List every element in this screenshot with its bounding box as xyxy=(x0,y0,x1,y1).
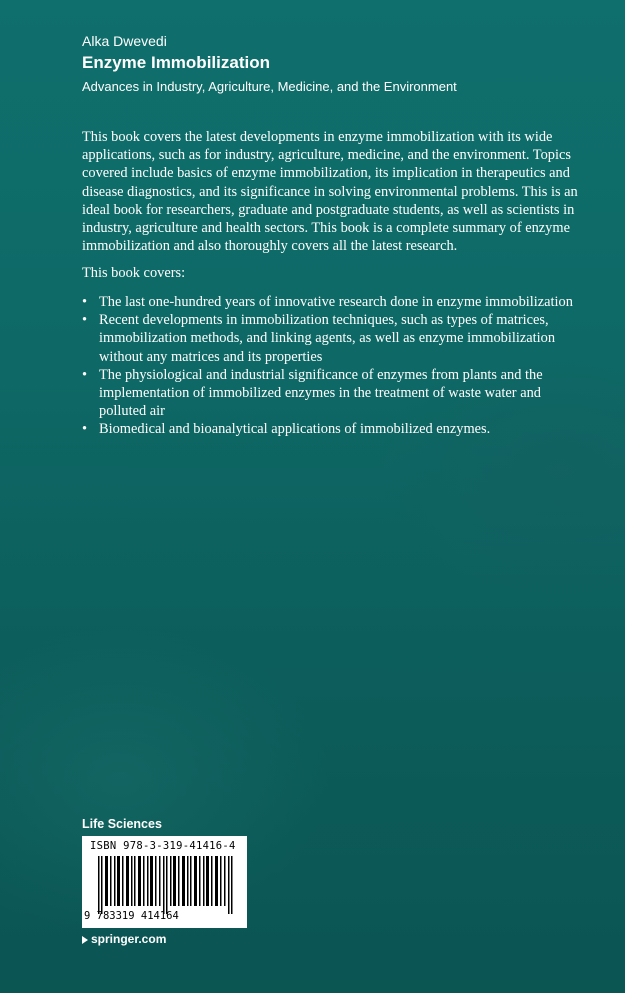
topic-line: immobilization methods, and linking agents, as well as enzyme immobilization xyxy=(99,330,556,347)
isbn-barcode xyxy=(82,836,247,928)
bullet-icon: • xyxy=(82,294,88,310)
arrow-right-icon xyxy=(82,936,88,944)
bullet-icon: • xyxy=(82,421,88,438)
publisher-link-text: springer.com xyxy=(91,932,167,946)
publisher-link[interactable] xyxy=(82,932,166,946)
topic-item xyxy=(82,366,582,421)
description-line: applications, such as for industry, agriculture, medicine, and the environment. Topics xyxy=(82,147,571,164)
book-subtitle: Advances in Industry, Agriculture, Medicine, and the Environment xyxy=(82,79,457,94)
description-line: disease diagnostics, and its significance in solving environmental problems. This is an xyxy=(82,183,578,200)
bullet-icon: • xyxy=(82,312,88,329)
covers-intro: This book covers: xyxy=(82,265,186,281)
topic-line: Recent developments in immobilization techniques, such as types of matrices, xyxy=(99,312,549,329)
barcode-digits: 9 783319 414164 xyxy=(84,910,179,922)
description-line: covered include basics of enzyme immobilization, its implication in therapeutics and xyxy=(82,165,570,182)
description-line: This book covers the latest developments in enzyme immobilization with its wide xyxy=(82,129,553,145)
topic-item xyxy=(82,311,582,366)
topic-line: without any matrices and its properties xyxy=(99,348,323,365)
topics-list xyxy=(82,293,582,439)
topic-line: implementation of immobilized enzymes in the treatment of waste water and xyxy=(99,385,541,402)
topic-item xyxy=(82,293,582,311)
topic-line: The last one-hundred years of innovative research done in enzyme immobilization xyxy=(99,294,573,310)
description-line: ideal book for researchers, graduate and postgraduate students, as well as scientists in xyxy=(82,201,575,218)
topic-line: Biomedical and bioanalytical applications of immobilized enzymes. xyxy=(99,421,491,438)
author-name: Alka Dwevedi xyxy=(82,33,167,49)
isbn-number: ISBN 978-3-319-41416-4 xyxy=(90,840,236,852)
description-line: immobilization and also thoroughly covers all the latest research. xyxy=(82,238,458,255)
topic-item xyxy=(82,420,582,438)
topic-line: The physiological and industrial significance of enzymes from plants and the xyxy=(99,366,543,383)
bullet-icon: • xyxy=(82,366,88,383)
description-line: industry, agriculture and health sectors. This book is a complete summary of enzyme xyxy=(82,220,570,237)
book-title: Enzyme Immobilization xyxy=(82,53,270,72)
book-description xyxy=(82,128,582,255)
barcode-bars-icon xyxy=(92,856,242,914)
topic-line: polluted air xyxy=(99,403,165,420)
subject-category: Life Sciences xyxy=(82,817,162,831)
